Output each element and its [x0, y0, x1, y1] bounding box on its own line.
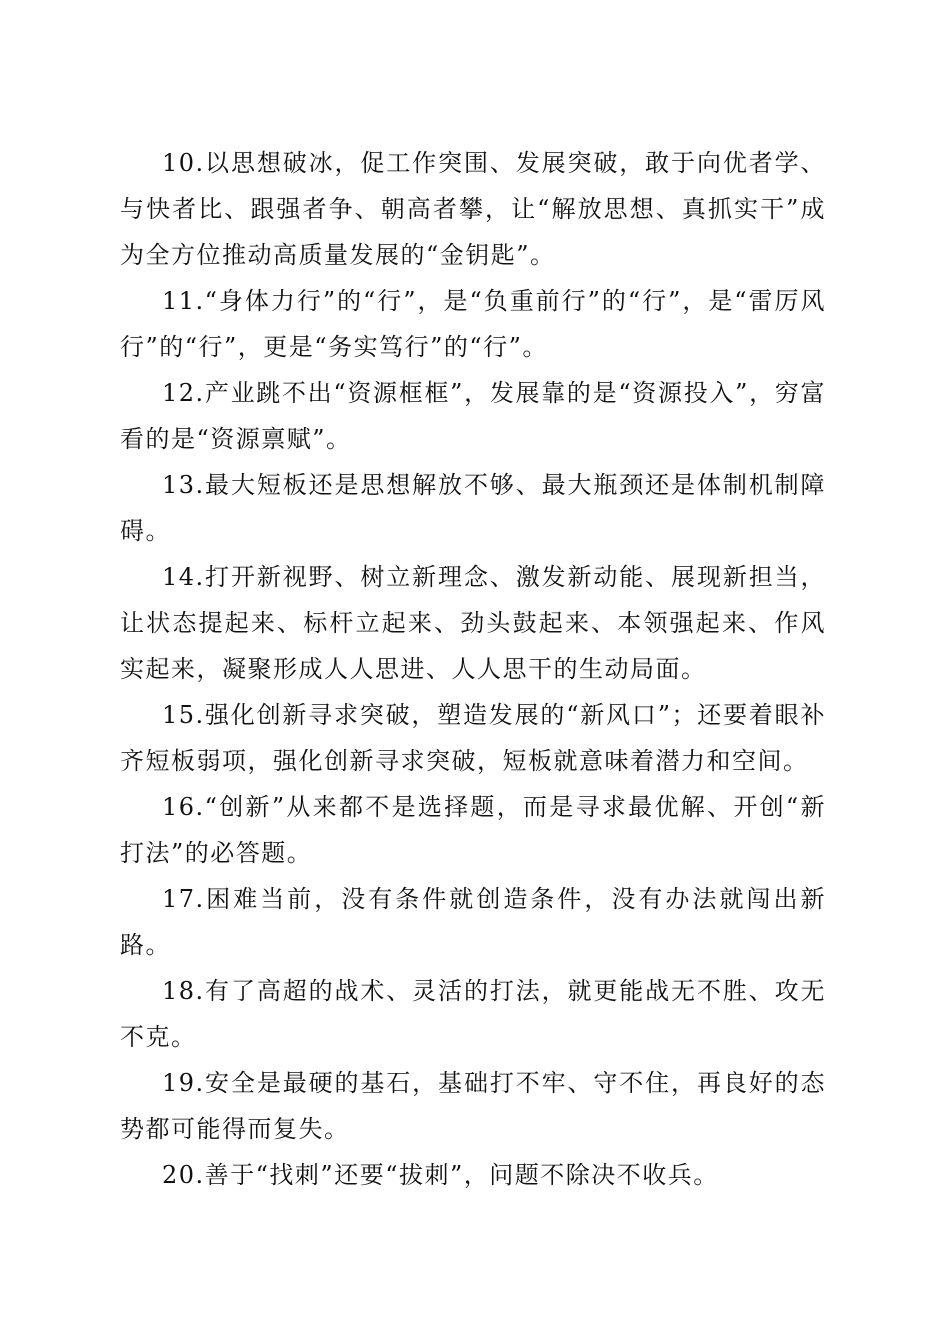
paragraph-11: 11.“身体力行”的“行”，是“负重前行”的“行”，是“雷厉风行”的“行”，更是“务实笃行”的“行”。: [120, 287, 826, 361]
paragraph-20: 20.善于“找刺”还要“拔刺”，问题不除决不收兵。: [162, 1161, 719, 1189]
paragraph-19: 19.安全是最硬的基石，基础打不牢、守不住，再良好的态势都可能得而复失。: [120, 1069, 826, 1143]
paragraph-14: 14.打开新视野、树立新理念、激发新动能、展现新担当，让状态提起来、标杆立起来、劲头鼓起来、本领强起来、作风实起来，凝聚形成人人思进、人人思干的生动局面。: [120, 563, 826, 683]
paragraph-17: 17.困难当前，没有条件就创造条件，没有办法就闯出新路。: [120, 885, 826, 959]
document-body: [120, 140, 826, 1198]
paragraph-13: 13.最大短板还是思想解放不够、最大瓶颈还是体制机制障碍。: [120, 471, 826, 545]
paragraph-10: 10.以思想破冰，促工作突围、发展突破，敢于向优者学、与快者比、跟强者争、朝高者攀，让“解放思想、真抓实干”成为全方位推动高质量发展的“金钥匙”。: [120, 149, 826, 269]
paragraph-12: 12.产业跳不出“资源框框”，发展靠的是“资源投入”，穷富看的是“资源禀赋”。: [120, 379, 826, 453]
paragraph-16: 16.“创新”从来都不是选择题，而是寻求最优解、开创“新打法”的必答题。: [120, 793, 826, 867]
paragraph-18: 18.有了高超的战术、灵活的打法，就更能战无不胜、攻无不克。: [120, 977, 826, 1051]
paragraph-15: 15.强化创新寻求突破，塑造发展的“新风口”；还要着眼补齐短板弱项，强化创新寻求突破，短板就意味着潜力和空间。: [120, 701, 826, 775]
